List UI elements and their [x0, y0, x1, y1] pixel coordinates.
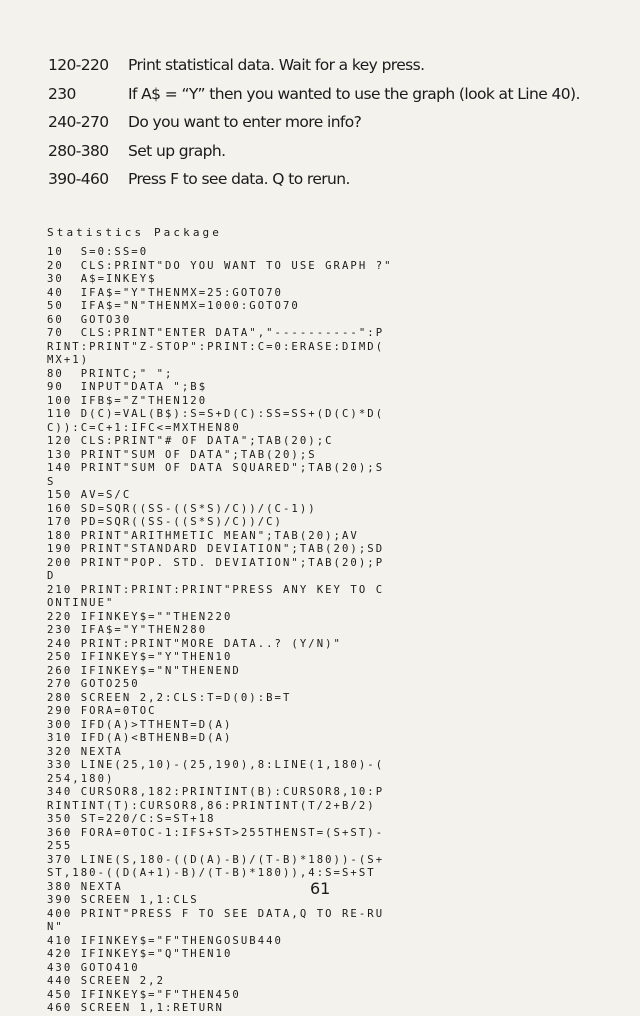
code-line: 110 D(C)=VAL(B$):S=S+D(C):SS=SS+(D(C)*D(	[47, 408, 385, 420]
description-row	[48, 165, 628, 194]
code-line: N"	[47, 921, 64, 933]
code-line: 330 LINE(25,10)-(25,190),8:LINE(1,180)-(	[47, 759, 385, 771]
code-line: 250 IFINKEY$="Y"THEN10	[47, 651, 233, 663]
code-line: 30 A$=INKEY$	[47, 273, 157, 285]
code-line: 255	[47, 840, 73, 852]
code-line: 300 IFD(A)>TTHENT=D(A)	[47, 718, 233, 731]
code-line: 440 SCREEN 2,2	[47, 975, 165, 987]
page-number: 61	[310, 879, 331, 898]
code-line: 450 IFINKEY$="F"THEN450	[47, 988, 241, 1001]
description-row	[48, 51, 628, 80]
code-line: ONTINUE"	[47, 597, 115, 609]
code-line: 120 CLS:PRINT"# OF DATA";TAB(20);C	[47, 435, 334, 447]
code-line: 390 SCREEN 1,1:CLS	[47, 894, 199, 906]
code-line: 40 IFA$="Y"THENMX=25:GOTO70	[47, 286, 283, 299]
code-line: 290 FORA=0TOC	[47, 705, 157, 717]
code-line: 320 NEXTA	[47, 745, 123, 758]
code-line: 10 S=0:SS=0	[47, 246, 149, 258]
code-line: 270 GOTO250	[47, 678, 140, 690]
code-line: 254,180)	[47, 772, 115, 785]
code-line: 240 PRINT:PRINT"MORE DATA..? (Y/N)"	[47, 637, 342, 650]
description-row	[48, 80, 628, 109]
code-line: 140 PRINT"SUM OF DATA SQUARED";TAB(20);S	[47, 462, 385, 474]
code-line: RINTINT(T):CURSOR8,86:PRINTINT(T/2+B/2)	[47, 799, 376, 812]
code-line: 60 GOTO30	[47, 313, 132, 326]
code-line: 200 PRINT"POP. STD. DEVIATION";TAB(20);P	[47, 556, 385, 569]
code-line: 100 IFB$="Z"THEN120	[47, 394, 208, 407]
code-line: 400 PRINT"PRESS F TO SEE DATA,Q TO RE-RU	[47, 907, 385, 920]
code-line: 310 IFD(A)<BTHENB=D(A)	[47, 732, 233, 744]
code-line: MX+1)	[47, 354, 90, 366]
code-line: RINT:PRINT"Z-STOP":PRINT:C=0:ERASE:DIMD(	[47, 340, 385, 353]
line-descriptions	[48, 51, 628, 194]
code-line: 430 GOTO410	[47, 961, 140, 974]
code-line: S	[47, 475, 56, 488]
description-row	[48, 108, 628, 137]
line-description: Print statistical data. Wait for a key press.	[128, 56, 425, 75]
line-range: 390-460	[48, 170, 109, 189]
line-description: If A$ = “Y” then you wanted to use the graph (look at Line 40).	[128, 84, 580, 103]
code-line: 90 INPUT"DATA ";B$	[47, 381, 208, 393]
code-line: 280 SCREEN 2,2:CLS:T=D(0):B=T	[47, 691, 292, 704]
code-line: 70 CLS:PRINT"ENTER DATA","----------":P	[47, 327, 385, 339]
code-line: 420 IFINKEY$="Q"THEN10	[47, 948, 233, 960]
code-line: 170 PD=SQR((SS-((S*S)/C))/C)	[47, 516, 283, 528]
code-line: 180 PRINT"ARITHMETIC MEAN";TAB(20);AV	[47, 529, 359, 542]
line-description: Do you want to enter more info?	[128, 113, 362, 132]
code-line: 260 IFINKEY$="N"THENEND	[47, 664, 241, 677]
code-line: 460 SCREEN 1,1:RETURN	[47, 1002, 224, 1014]
code-line: ST,180-((D(A+1)-B)/(T-B)*180)),4:S=S+ST	[47, 867, 376, 879]
code-line: 20 CLS:PRINT"DO YOU WANT TO USE GRAPH ?"	[47, 259, 393, 272]
code-line: 190 PRINT"STANDARD DEVIATION";TAB(20);SD	[47, 543, 385, 555]
line-range: 240-270	[48, 113, 109, 132]
code-line: D	[47, 570, 56, 582]
line-range: 230	[48, 84, 76, 103]
code-line: 340 CURSOR8,182:PRINTINT(B):CURSOR8,10:P	[47, 786, 385, 798]
code-line: 230 IFA$="Y"THEN280	[47, 624, 208, 636]
code-line: 410 IFINKEY$="F"THENGOSUB440	[47, 934, 283, 947]
line-range: 280-380	[48, 141, 109, 160]
line-range: 120-220	[48, 56, 109, 75]
code-line: 360 FORA=0TOC-1:IFS+ST>255THENST=(S+ST)-	[47, 826, 385, 839]
listing-title: Statistics Package	[47, 226, 223, 239]
code-line: C)):C=C+1:IFC<=MXTHEN80	[47, 421, 241, 434]
line-description: Set up graph.	[128, 141, 226, 160]
code-line: 50 IFA$="N"THENMX=1000:GOTO70	[47, 300, 300, 312]
code-line: 210 PRINT:PRINT:PRINT"PRESS ANY KEY TO C	[47, 583, 385, 596]
description-row	[48, 137, 628, 166]
program-listing	[47, 246, 617, 1016]
code-line: 220 IFINKEY$=""THEN220	[47, 610, 233, 623]
code-line: 150 AV=S/C	[47, 489, 132, 501]
code-line: 350 ST=220/C:S=ST+18	[47, 813, 216, 825]
code-line: 160 SD=SQR((SS-((S*S)/C))/(C-1))	[47, 502, 317, 515]
code-line: 130 PRINT"SUM OF DATA";TAB(20);S	[47, 448, 317, 461]
line-description: Press F to see data. Q to rerun.	[128, 170, 350, 189]
code-line: 380 NEXTA	[47, 880, 123, 893]
code-line: 370 LINE(S,180-((D(A)-B)/(T-B)*180))-(S+	[47, 853, 385, 866]
code-line: 80 PRINTC;" ";	[47, 367, 174, 380]
